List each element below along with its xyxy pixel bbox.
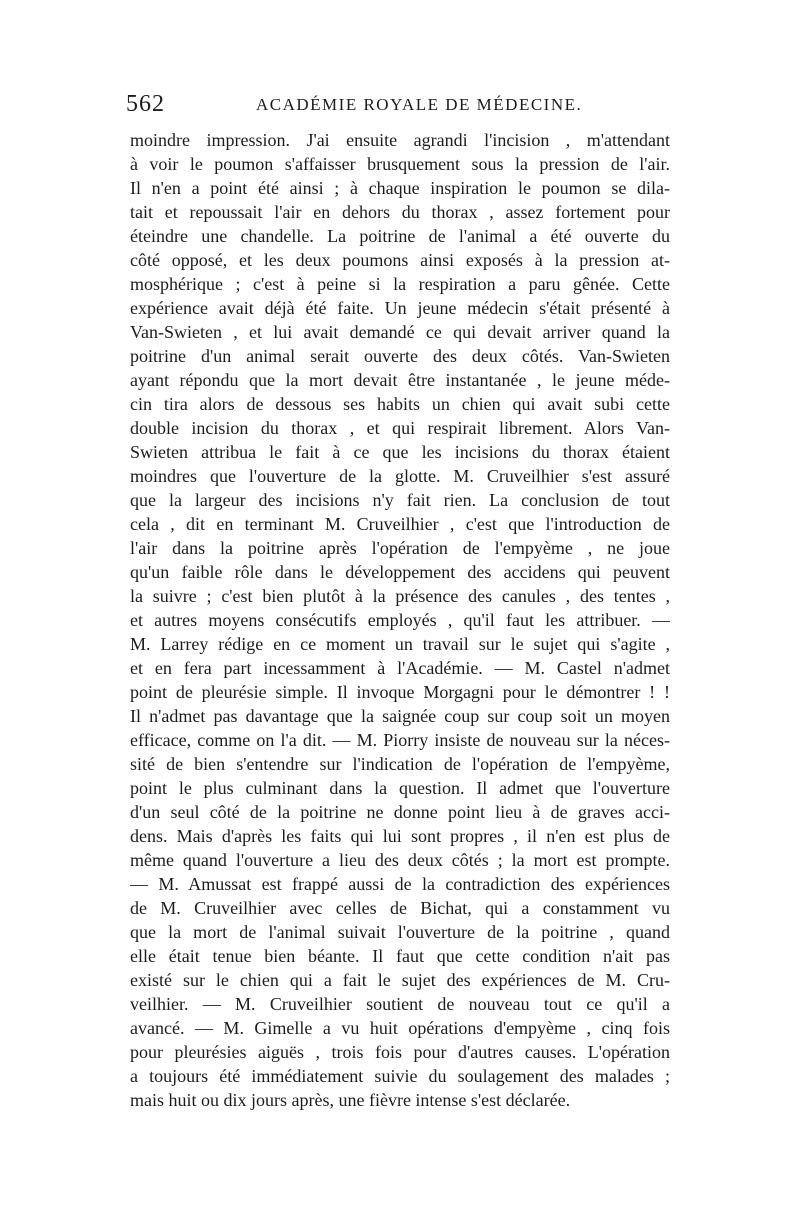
text-line: veilhier. — M. Cruveilhier soutient de nouveau tout ce qu'il a	[130, 994, 670, 1014]
text-line: a toujours été immédiatement suivie du soulagement des malades ;	[130, 1066, 670, 1086]
text-line: même quand l'ouverture a lieu des deux côtés ; la mort est prompte.	[130, 850, 670, 870]
text-line: double incision du thorax , et qui respirait librement. Alors Van-	[130, 418, 670, 438]
text-line: avancé. — M. Gimelle a vu huit opérations d'empyème , cinq fois	[130, 1018, 670, 1038]
text-line: Il n'admet pas davantage que la saignée coup sur coup soit un moyen	[130, 706, 670, 726]
text-line: expérience avait déjà été faite. Un jeune médecin s'était présenté à	[130, 298, 670, 318]
body-text	[130, 128, 670, 1112]
text-line: qu'un faible rôle dans le développement des accidens qui peuvent	[130, 562, 670, 582]
text-line: ayant répondu que la mort devait être instantanée , le jeune méde-	[130, 370, 670, 390]
text-line: dens. Mais d'après les faits qui lui sont propres , il n'en est plus de	[130, 826, 670, 846]
text-line: Swieten attribua le fait à ce que les incisions du thorax étaient	[130, 442, 670, 462]
text-line: que la largeur des incisions n'y fait rien. La conclusion de tout	[130, 490, 670, 510]
text-line: point de pleurésie simple. Il invoque Morgagni pour le démontrer ! !	[130, 682, 670, 702]
text-line: moindres que l'ouverture de la glotte. M. Cruveilhier s'est assuré	[130, 466, 670, 486]
text-line: à voir le poumon s'affaisser brusquement sous la pression de l'air.	[130, 154, 670, 174]
text-line: existé sur le chien qui a fait le sujet des expériences de M. Cru-	[130, 970, 670, 990]
text-line: Van-Swieten , et lui avait demandé ce qui devait arriver quand la	[130, 322, 670, 342]
text-line: poitrine d'un animal serait ouverte des deux côtés. Van-Swieten	[130, 346, 670, 366]
text-line: la suivre ; c'est bien plutôt à la présence des canules , des tentes ,	[130, 586, 670, 606]
text-line: l'air dans la poitrine après l'opération de l'empyème , ne joue	[130, 538, 670, 558]
text-line: cin tira alors de dessous ses habits un chien qui avait subi cette	[130, 394, 670, 414]
text-line: de M. Cruveilhier avec celles de Bichat, qui a constamment vu	[130, 898, 670, 918]
text-line: cela , dit en terminant M. Cruveilhier , c'est que l'introduction de	[130, 514, 670, 534]
page-number: 562	[126, 91, 165, 117]
text-line: d'un seul côté de la poitrine ne donne point lieu à de graves acci-	[130, 802, 670, 822]
text-line: M. Larrey rédige en ce moment un travail sur le sujet qui s'agite ,	[130, 634, 670, 654]
text-line: — M. Amussat est frappé aussi de la contradiction des expériences	[130, 874, 670, 894]
running-title: ACADÉMIE ROYALE DE MÉDECINE.	[256, 95, 583, 114]
text-line: pour pleurésies aiguës , trois fois pour d'autres causes. L'opération	[130, 1042, 670, 1062]
page-header	[126, 91, 678, 125]
text-line: et en fera part incessamment à l'Académie. — M. Castel n'admet	[130, 658, 670, 678]
text-line: mosphérique ; c'est à peine si la respiration a paru gênée. Cette	[130, 274, 670, 294]
text-line: mais huit ou dix jours après, une fièvre intense s'est déclarée.	[130, 1090, 571, 1110]
text-line: moindre impression. J'ai ensuite agrandi l'incision , m'attendant	[130, 130, 670, 150]
text-line: tait et repoussait l'air en dehors du thorax , assez fortement pour	[130, 202, 670, 222]
text-line: Il n'en a point été ainsi ; à chaque inspiration le poumon se dila-	[130, 178, 670, 198]
text-line: éteindre une chandelle. La poitrine de l'animal a été ouverte du	[130, 226, 670, 246]
text-line: efficace, comme on l'a dit. — M. Piorry insiste de nouveau sur la néces-	[130, 730, 670, 750]
text-line: et autres moyens consécutifs employés , qu'il faut les attribuer. —	[130, 610, 670, 630]
text-line: elle était tenue bien béante. Il faut que cette condition n'ait pas	[130, 946, 670, 966]
text-line: point le plus culminant dans la question. Il admet que l'ouverture	[130, 778, 670, 798]
text-line: côté opposé, et les deux poumons ainsi exposés à la pression at-	[130, 250, 670, 270]
text-line: sité de bien s'entendre sur l'indication de l'opération de l'empyème,	[130, 754, 670, 774]
text-line: que la mort de l'animal suivait l'ouverture de la poitrine , quand	[130, 922, 670, 942]
